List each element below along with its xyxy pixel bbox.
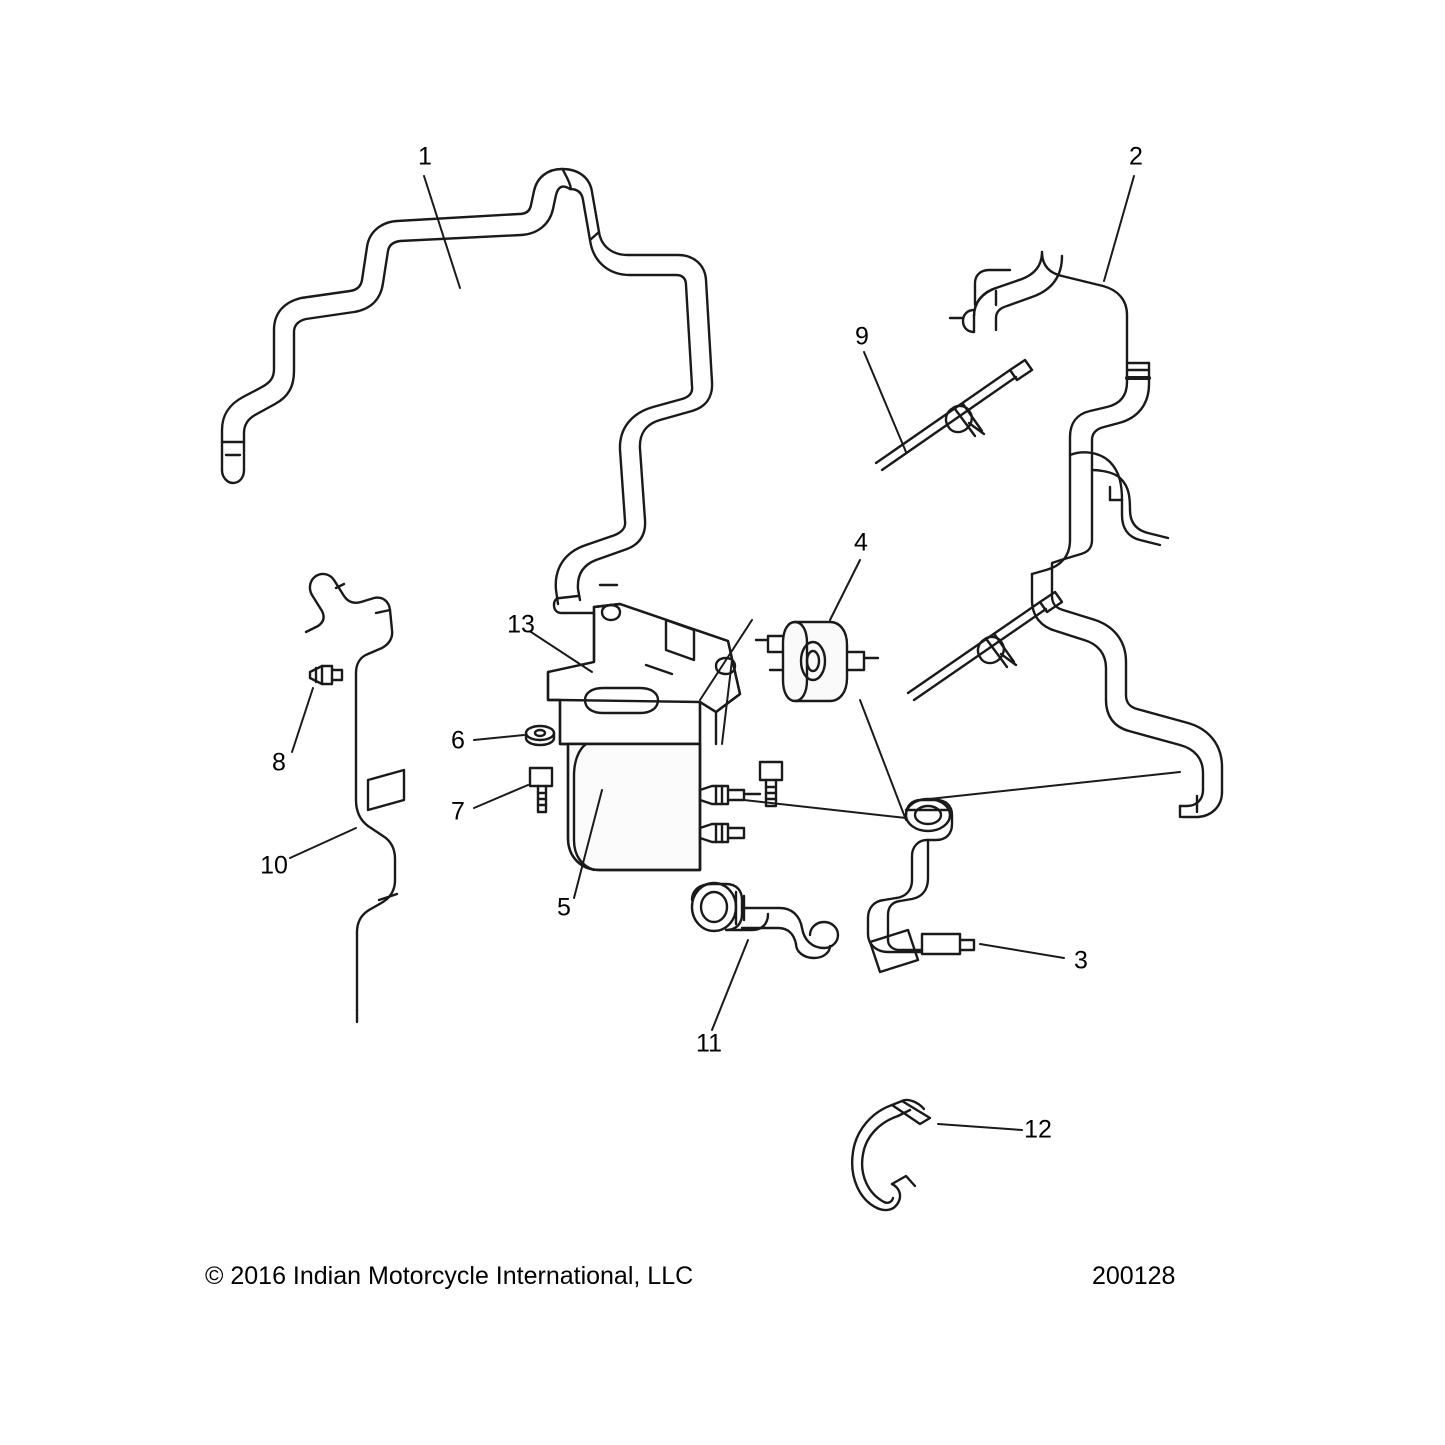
drawing-number: 200128: [1092, 1262, 1176, 1290]
callout-4: 4: [854, 528, 868, 557]
bolt-right: [760, 762, 782, 806]
callout-13: 13: [507, 610, 535, 639]
copyright-notice: © 2016 Indian Motorcycle International, LLC: [205, 1262, 694, 1290]
part-10-vent-line: [306, 574, 404, 1022]
callout-3: 3: [1074, 946, 1088, 975]
part-11-hose-short: [692, 883, 838, 958]
part-7-bolt-left: [530, 768, 552, 812]
callout-12: 12: [1024, 1115, 1052, 1144]
part-3-hose-elbow: [868, 799, 974, 972]
callout-6: 6: [451, 726, 465, 755]
callout-11: 11: [696, 1029, 722, 1058]
callout-10: 10: [260, 851, 288, 880]
part-1-vent-hose: [222, 169, 712, 613]
callout-2: 2: [1129, 142, 1143, 171]
part-8-fitting: [310, 666, 342, 684]
callout-9: 9: [855, 322, 869, 351]
part-12-cable-tie: [852, 1100, 930, 1210]
part-9-hose-clamps: [876, 360, 1062, 700]
callout-8: 8: [272, 748, 286, 777]
callout-7: 7: [451, 797, 465, 826]
part-2-vent-hose: [950, 252, 1222, 817]
callout-1: 1: [418, 142, 432, 171]
part-4-purge-valve: [756, 622, 878, 701]
part-6-washer: [526, 726, 554, 745]
callout-5: 5: [557, 893, 571, 922]
leader-lines: [290, 176, 1180, 1130]
part-13-mounting-bracket: [548, 604, 740, 744]
